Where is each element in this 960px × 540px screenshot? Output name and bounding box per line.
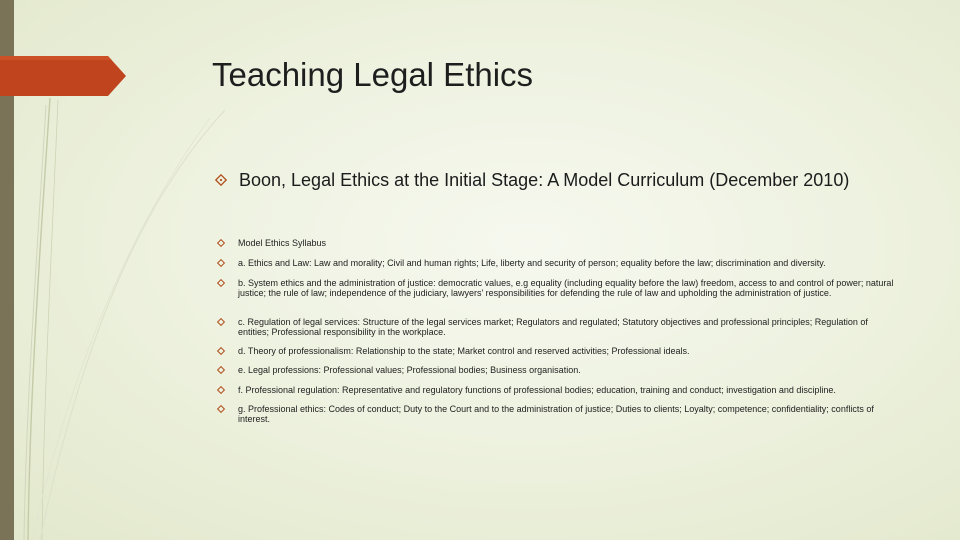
diamond-bullet-icon <box>217 386 238 394</box>
title-accent-tab <box>0 56 126 96</box>
list-item-text: g. Professional ethics: Codes of conduct; Duty to the Court and to the administration of justice; Duties to clients; Loyalty; competence; confidentiality; conflicts of interest. <box>238 404 874 424</box>
list-item-text: Model Ethics Syllabus <box>238 238 327 248</box>
list-item-text: d. Theory of professionalism: Relationship to the state; Market control and reserved activities; Professional ideals. <box>238 346 690 356</box>
diamond-bullet-icon <box>217 318 238 326</box>
main-bullet <box>215 170 905 190</box>
list-item <box>217 278 907 298</box>
diamond-bullet-icon <box>217 279 238 287</box>
list-item <box>217 346 907 356</box>
list-item <box>217 258 907 268</box>
list-item <box>217 404 907 424</box>
list-item-text: a. Ethics and Law: Law and morality; Civil and human rights; Life, liberty and security of person; equality before the law; discrimination and diversity. <box>238 258 826 268</box>
list-item-text: c. Regulation of legal services: Structure of the legal services market; Regulators and regulated; Statutory objectives and professional principles; Regulation of entities; Professional responsibility in the workplace. <box>238 317 868 337</box>
list-item <box>217 317 907 337</box>
list-item-text: e. Legal professions: Professional values; Professional bodies; Business organisation. <box>238 365 581 375</box>
list-item-text: f. Professional regulation: Representative and regulatory functions of professional bodies; education, training and conduct; investigation and discipline. <box>238 385 836 395</box>
diamond-bullet-icon <box>217 347 238 355</box>
list-item <box>217 365 907 375</box>
diamond-bullet-icon <box>217 239 238 247</box>
diamond-bullet-icon <box>215 174 239 186</box>
diamond-bullet-icon <box>217 366 238 374</box>
list-item <box>217 238 907 248</box>
list-item-text: b. System ethics and the administration of justice: democratic values, e.g equality (including equality before the law) freedom, access to and control of power; natural justice; the rule of law; independence of the judiciary, lawyers' responsibilities for defending the rule of law and upholding the administration of justice. <box>238 278 894 298</box>
diamond-bullet-icon <box>217 405 238 413</box>
list-item <box>217 385 907 395</box>
slide-title: Teaching Legal Ethics <box>212 56 534 93</box>
diamond-bullet-icon <box>217 259 238 267</box>
main-bullet-text: Boon, Legal Ethics at the Initial Stage: A Model Curriculum (December 2010) <box>239 170 850 190</box>
